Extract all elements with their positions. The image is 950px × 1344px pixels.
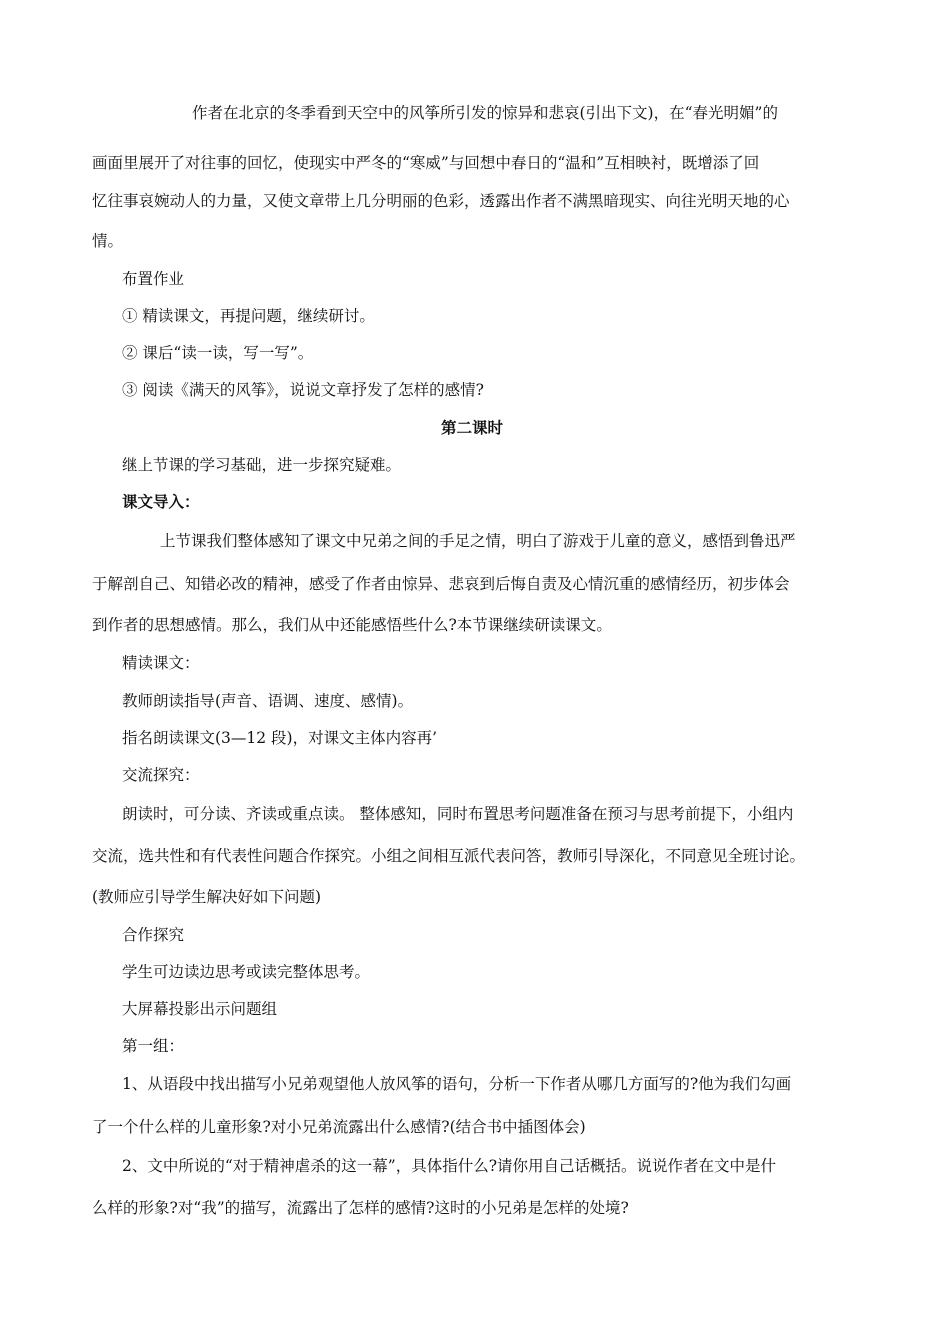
paragraph-line: 于解剖自己、知错必改的精神，感受了作者由惊异、悲哀到后悔自责及心情沉重的感情经历，初步体会	[92, 575, 790, 593]
list-item: ① 精读课文，再提问题，继续研讨。	[122, 307, 375, 325]
paragraph-line: 上节课我们整体感知了课文中兄弟之间的手足之情，明白了游戏于儿童的意义，感悟到鲁迅严	[160, 532, 796, 550]
list-item: ② 课后“读一读，写一写”。	[122, 344, 314, 362]
section-heading-group-one: 第一组：	[122, 1037, 185, 1055]
section-heading-cooperation: 合作探究	[122, 926, 185, 944]
list-item: ③ 阅读《满天的风筝》，说说文章抒发了怎样的感情?	[122, 381, 484, 399]
section-title-second-lesson: 第二课时	[440, 418, 503, 437]
question-line: 2、文中所说的“对于精神虐杀的这一幕”，具体指什么?请你用自己话概括。说说作者在文中是什	[122, 1157, 777, 1175]
paragraph-line: 情。	[92, 232, 124, 250]
section-heading-homework: 布置作业	[122, 270, 185, 288]
paragraph-line: 大屏幕投影出示问题组	[122, 1000, 278, 1018]
paragraph-line: 继上节课的学习基础，进一步探究疑难。	[122, 456, 402, 474]
paragraph-line: 作者在北京的冬季看到天空中的风筝所引发的惊异和悲哀(引出下文)，在“春光明媚”的	[192, 104, 778, 122]
paragraph-line: 朗读时，可分读、齐读或重点读。 整体感知，同时布置思考问题准备在预习与思考前提下，小组内	[122, 805, 794, 823]
paragraph-line: 画面里展开了对往事的回忆，使现实中严冬的“寒威”与回想中春日的“温和”互相映衬，既增添了回	[92, 154, 760, 172]
paragraph-line: 指名朗读课文(3—12 段)，对课文主体内容再’	[122, 729, 438, 747]
question-line: 了一个什么样的儿童形象?对小兄弟流露出什么感情?(结合书中插图体会)	[92, 1118, 586, 1136]
paragraph-line: 交流，选共性和有代表性问题合作探究。小组之间相互派代表问答，教师引导深化，不同意见全班讨论。	[92, 847, 806, 865]
section-heading-close-reading: 精读课文：	[122, 654, 200, 672]
section-heading-discussion: 交流探究：	[122, 766, 200, 784]
question-line: 1、从语段中找出描写小兄弟观望他人放风筝的语句，分析一下作者从哪几方面写的?他为我们勾画	[122, 1075, 792, 1093]
section-heading-intro: 课文导入：	[122, 492, 200, 511]
question-line: 么样的形象?对“我”的描写，流露出了怎样的感情?这时的小兄弟是怎样的处境?	[92, 1199, 629, 1217]
paragraph-line: 学生可边读边思考或读完整体思考。	[122, 963, 371, 981]
paragraph-line: 到作者的思想感情。那么，我们从中还能感悟些什么?本节课继续研读课文。	[92, 616, 612, 634]
paragraph-line: (教师应引导学生解决好如下问题)	[92, 888, 322, 906]
paragraph-line: 教师朗读指导(声音、语调、速度、感情)。	[122, 692, 414, 710]
paragraph-line: 忆往事哀婉动人的力量，又使文章带上几分明丽的色彩，透露出作者不满黑暗现实、向往光明天地的心	[92, 192, 790, 210]
